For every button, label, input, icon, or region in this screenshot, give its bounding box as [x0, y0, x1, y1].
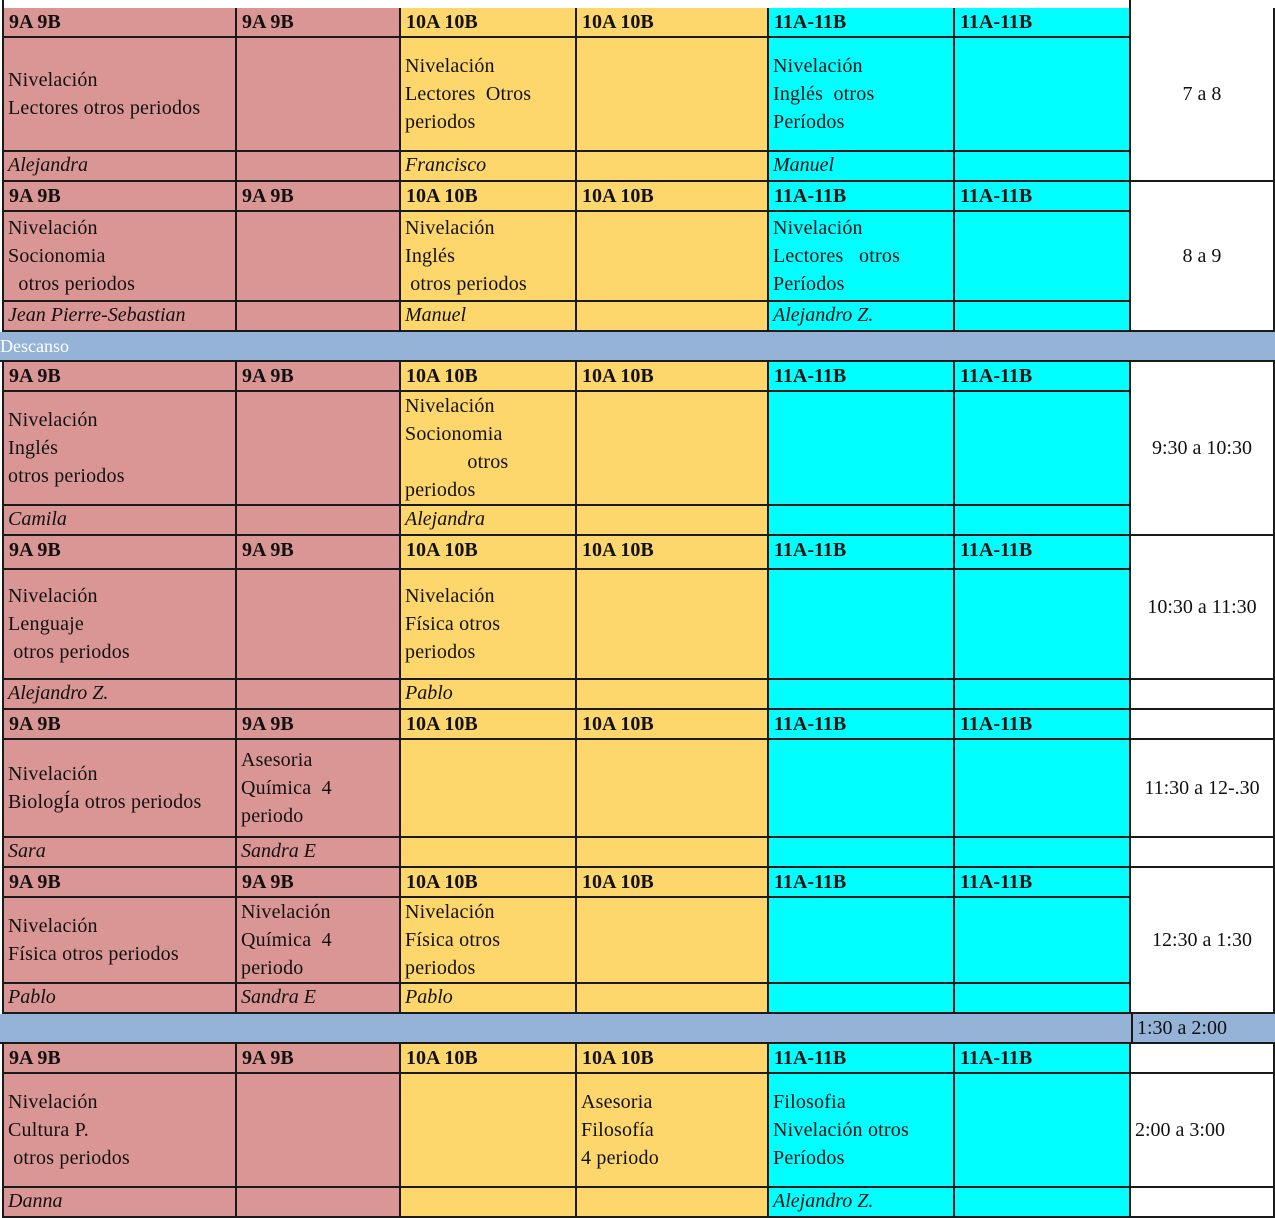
teacher-cell: Sandra E [237, 838, 401, 868]
time-slot: 9:30 a 10:30 [1131, 362, 1275, 536]
subject-cell: Nivelación Inglés otros Períodos [769, 38, 955, 152]
subject-cell [577, 212, 769, 302]
group-header: 9A 9B [237, 868, 401, 898]
group-header: 10A 10B [401, 182, 577, 212]
teacher-cell: Sandra E [237, 984, 401, 1014]
group-header: 9A 9B [4, 362, 237, 392]
subject-cell: Nivelación Socionomia otros periodos [4, 212, 237, 302]
group-header: 11A-11B [955, 1044, 1131, 1074]
subject-cell [769, 392, 955, 506]
top-divider [1129, 0, 1131, 8]
time-spacer [1131, 838, 1275, 868]
subject-cell: Nivelación Física otros periodos [401, 570, 577, 680]
teacher-cell [577, 506, 769, 536]
lunch-time: 1:30 a 2:00 [1131, 1014, 1275, 1044]
group-header: 9A 9B [4, 710, 237, 740]
teacher-cell: Alejandro Z. [769, 302, 955, 332]
group-header: 10A 10B [577, 536, 769, 570]
teacher-cell: Alejandra [401, 506, 577, 536]
teacher-cell: Alejandro Z. [4, 680, 237, 710]
teacher-cell: Pablo [401, 680, 577, 710]
group-header: 11A-11B [769, 8, 955, 38]
teacher-cell [577, 680, 769, 710]
teacher-cell [955, 838, 1131, 868]
group-header: 10A 10B [577, 1044, 769, 1074]
subject-cell: Nivelación Física otros periodos [4, 898, 237, 984]
subject-cell [401, 740, 577, 838]
teacher-cell [237, 680, 401, 710]
group-header: 11A-11B [769, 1044, 955, 1074]
teacher-cell [955, 1188, 1131, 1218]
subject-cell [955, 1074, 1131, 1188]
group-header: 11A-11B [769, 536, 955, 570]
subject-cell [955, 570, 1131, 680]
group-header: 11A-11B [955, 8, 1131, 38]
time-spacer [1131, 710, 1275, 740]
time-spacer [1131, 1188, 1275, 1218]
group-header: 10A 10B [401, 8, 577, 38]
teacher-cell [955, 680, 1131, 710]
group-header: 11A-11B [955, 710, 1131, 740]
subject-cell [769, 740, 955, 838]
teacher-cell: Manuel [769, 152, 955, 182]
subject-cell: Nivelación BiologÍa otros periodos [4, 740, 237, 838]
group-header: 9A 9B [237, 362, 401, 392]
teacher-cell [769, 680, 955, 710]
teacher-cell [955, 302, 1131, 332]
group-header: 9A 9B [4, 868, 237, 898]
subject-cell [577, 570, 769, 680]
group-header: 11A-11B [955, 868, 1131, 898]
subject-cell [577, 898, 769, 984]
group-header: 11A-11B [955, 362, 1131, 392]
lunch-band [0, 1014, 1131, 1044]
break-band: Descanso [0, 332, 1275, 362]
subject-cell [577, 740, 769, 838]
subject-cell [237, 38, 401, 152]
group-header: 10A 10B [401, 868, 577, 898]
teacher-cell [237, 152, 401, 182]
subject-cell [955, 898, 1131, 984]
group-header: 9A 9B [237, 1044, 401, 1074]
subject-cell: Nivelación Química 4 periodo [237, 898, 401, 984]
teacher-cell [577, 152, 769, 182]
subject-cell: Nivelación Lectores Otros periodos [401, 38, 577, 152]
time-slot: 10:30 a 11:30 [1131, 536, 1275, 680]
teacher-cell: Manuel [401, 302, 577, 332]
group-header: 9A 9B [237, 182, 401, 212]
subject-cell: Nivelación Inglés otros periodos [4, 392, 237, 506]
teacher-cell [237, 302, 401, 332]
subject-cell: Nivelación Física otros periodos [401, 898, 577, 984]
teacher-cell [237, 1188, 401, 1218]
group-header: 11A-11B [769, 710, 955, 740]
group-header: 10A 10B [577, 710, 769, 740]
teacher-cell [955, 984, 1131, 1014]
subject-cell: Nivelación Inglés otros periodos [401, 212, 577, 302]
teacher-cell [577, 984, 769, 1014]
subject-cell: Nivelación Lectores otros Períodos [769, 212, 955, 302]
group-header: 11A-11B [955, 182, 1131, 212]
group-header: 10A 10B [577, 182, 769, 212]
time-slot: 2:00 a 3:00 [1131, 1074, 1275, 1188]
group-header: 10A 10B [401, 710, 577, 740]
teacher-cell [577, 302, 769, 332]
teacher-cell [577, 1188, 769, 1218]
teacher-cell [401, 838, 577, 868]
time-slot: 11:30 a 12-.30 [1131, 740, 1275, 838]
teacher-cell [955, 152, 1131, 182]
teacher-cell [769, 838, 955, 868]
teacher-cell: Pablo [4, 984, 237, 1014]
subject-cell [237, 212, 401, 302]
group-header: 10A 10B [577, 8, 769, 38]
subject-cell: Asesoria Filosofía 4 periodo [577, 1074, 769, 1188]
subject-cell: Nivelación Cultura P. otros periodos [4, 1074, 237, 1188]
subject-cell [577, 38, 769, 152]
subject-cell [577, 392, 769, 506]
subject-cell: Nivelación Lectores otros periodos [4, 38, 237, 152]
subject-cell: Nivelación Socionomia otros periodos [401, 392, 577, 506]
subject-cell [237, 392, 401, 506]
teacher-cell: Camila [4, 506, 237, 536]
group-header: 9A 9B [237, 710, 401, 740]
group-header: 11A-11B [955, 536, 1131, 570]
time-slot: 8 a 9 [1131, 182, 1275, 332]
subject-cell [955, 212, 1131, 302]
group-header: 10A 10B [577, 362, 769, 392]
group-header: 10A 10B [577, 868, 769, 898]
time-slot: 12:30 a 1:30 [1131, 868, 1275, 1014]
group-header: 9A 9B [4, 8, 237, 38]
teacher-cell [237, 506, 401, 536]
time-spacer [1131, 1044, 1275, 1074]
teacher-cell [955, 506, 1131, 536]
teacher-cell [401, 1188, 577, 1218]
teacher-cell: Alejandra [4, 152, 237, 182]
subject-cell [401, 1074, 577, 1188]
teacher-cell: Francisco [401, 152, 577, 182]
group-header: 11A-11B [769, 868, 955, 898]
group-header: 9A 9B [4, 536, 237, 570]
group-header: 10A 10B [401, 536, 577, 570]
teacher-cell [769, 506, 955, 536]
subject-cell [955, 38, 1131, 152]
group-header: 11A-11B [769, 182, 955, 212]
subject-cell [955, 740, 1131, 838]
teacher-cell: Pablo [401, 984, 577, 1014]
subject-cell: Asesoria Química 4 periodo [237, 740, 401, 838]
teacher-cell [577, 838, 769, 868]
teacher-cell [769, 984, 955, 1014]
teacher-cell: Jean Pierre-Sebastian [4, 302, 237, 332]
subject-cell [955, 392, 1131, 506]
time-slot: 7 a 8 [1131, 8, 1275, 182]
group-header: 10A 10B [401, 362, 577, 392]
subject-cell [237, 1074, 401, 1188]
subject-cell: Filosofia Nivelación otros Períodos [769, 1074, 955, 1188]
subject-cell [769, 570, 955, 680]
group-header: 9A 9B [4, 1044, 237, 1074]
teacher-cell: Alejandro Z. [769, 1188, 955, 1218]
group-header: 9A 9B [237, 536, 401, 570]
group-header: 10A 10B [401, 1044, 577, 1074]
teacher-cell: Danna [4, 1188, 237, 1218]
subject-cell [237, 570, 401, 680]
group-header: 11A-11B [769, 362, 955, 392]
subject-cell [769, 898, 955, 984]
group-header: 9A 9B [237, 8, 401, 38]
time-spacer [1131, 680, 1275, 710]
group-header: 9A 9B [4, 182, 237, 212]
teacher-cell: Sara [4, 838, 237, 868]
subject-cell: Nivelación Lenguaje otros periodos [4, 570, 237, 680]
